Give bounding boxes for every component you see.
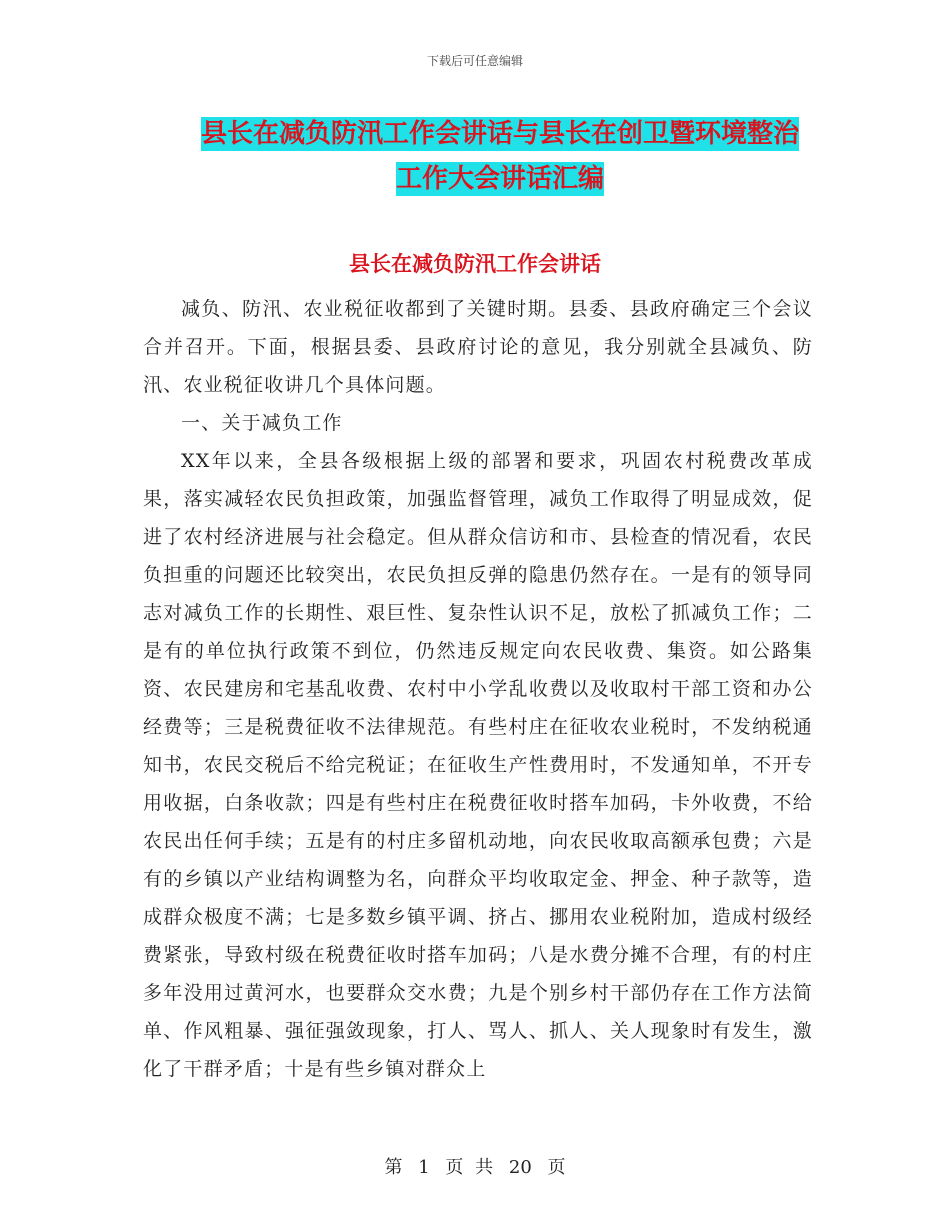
page-number-total: 20 <box>508 1157 532 1178</box>
paragraph-heading-reduce-burden: 一、关于减负工作 <box>181 412 343 434</box>
paragraph-reduce-burden-details: XX年以来，全县各级根据上级的部署和要求，巩固农村税费改革成果，落实减轻农民负担政策，加强监督管理，减负工作取得了明显成效，促进了农村经济进展与社会稳定。但从群众信访和市、县检查的情况看，农民负担重的问题还比较突出，农民负担反弹的隐患仍然存在。一是有的领导同志对减负工作的长期性、艰巨性、复杂性认识不足，放松了抓减负工作；二是有的单位执行政策不到位，仍然违反规定向农民收费、集资。如公路集资、农民建房和宅基乱收费、农村中小学乱收费以及收取村干部工资和办公经费等；三是税费征收不法律规范。有些村庄在征收农业税时，不发纳税通知书，农民交税后不给完税证；在征收生产性费用时，不发通知单，不开专用收据，白条收款；四是有些村庄在税费征收时搭车加码，卡外收费，不给农民出任何手续；五是有的村庄多留机动地，向农民收取高额承包费；六是有的乡镇以产业结构调整为名，向群众平均收取定金、押金、种子款等，造成群众极度不满；七是多数乡镇平调、挤占、挪用农业税附加，造成村级经费紧张，导致村级在税费征收时搭车加码；八是水费分摊不合理，有的村庄多年没用过黄河水，也要群众交水费；九是个别乡村干部仍存在工作方法简单、作风粗暴、强征强敛现象，打人、骂人、抓人、关人现象时有发生，激化了干群矛盾；十是有些乡镇对群众上 <box>143 450 813 1080</box>
page-number-current: 1 <box>418 1157 430 1178</box>
document-title-line-2: 工作大会讲话汇编 <box>395 164 604 194</box>
section-title: 县长在减负防汛工作会讲话 <box>349 252 601 276</box>
document-body <box>143 290 813 1088</box>
page-footer-suffix: 页 <box>547 1157 566 1178</box>
page-footer-middle: 页 共 <box>445 1157 494 1178</box>
page-footer <box>0 1153 950 1179</box>
page-footer-prefix: 第 <box>384 1157 403 1178</box>
document-title <box>150 112 850 202</box>
paragraph-intro: 减负、防汛、农业税征收都到了关键时期。县委、县政府确定三个会议合并召开。下面，根据县委、县政府讨论的意见，我分别就全县减负、防汛、农业税征收讲几个具体问题。 <box>143 298 813 396</box>
page-header-note: 下载后可任意编辑 <box>426 54 523 68</box>
document-title-line-1: 县长在减负防汛工作会讲话与县长在创卫暨环境整治 <box>200 119 799 149</box>
